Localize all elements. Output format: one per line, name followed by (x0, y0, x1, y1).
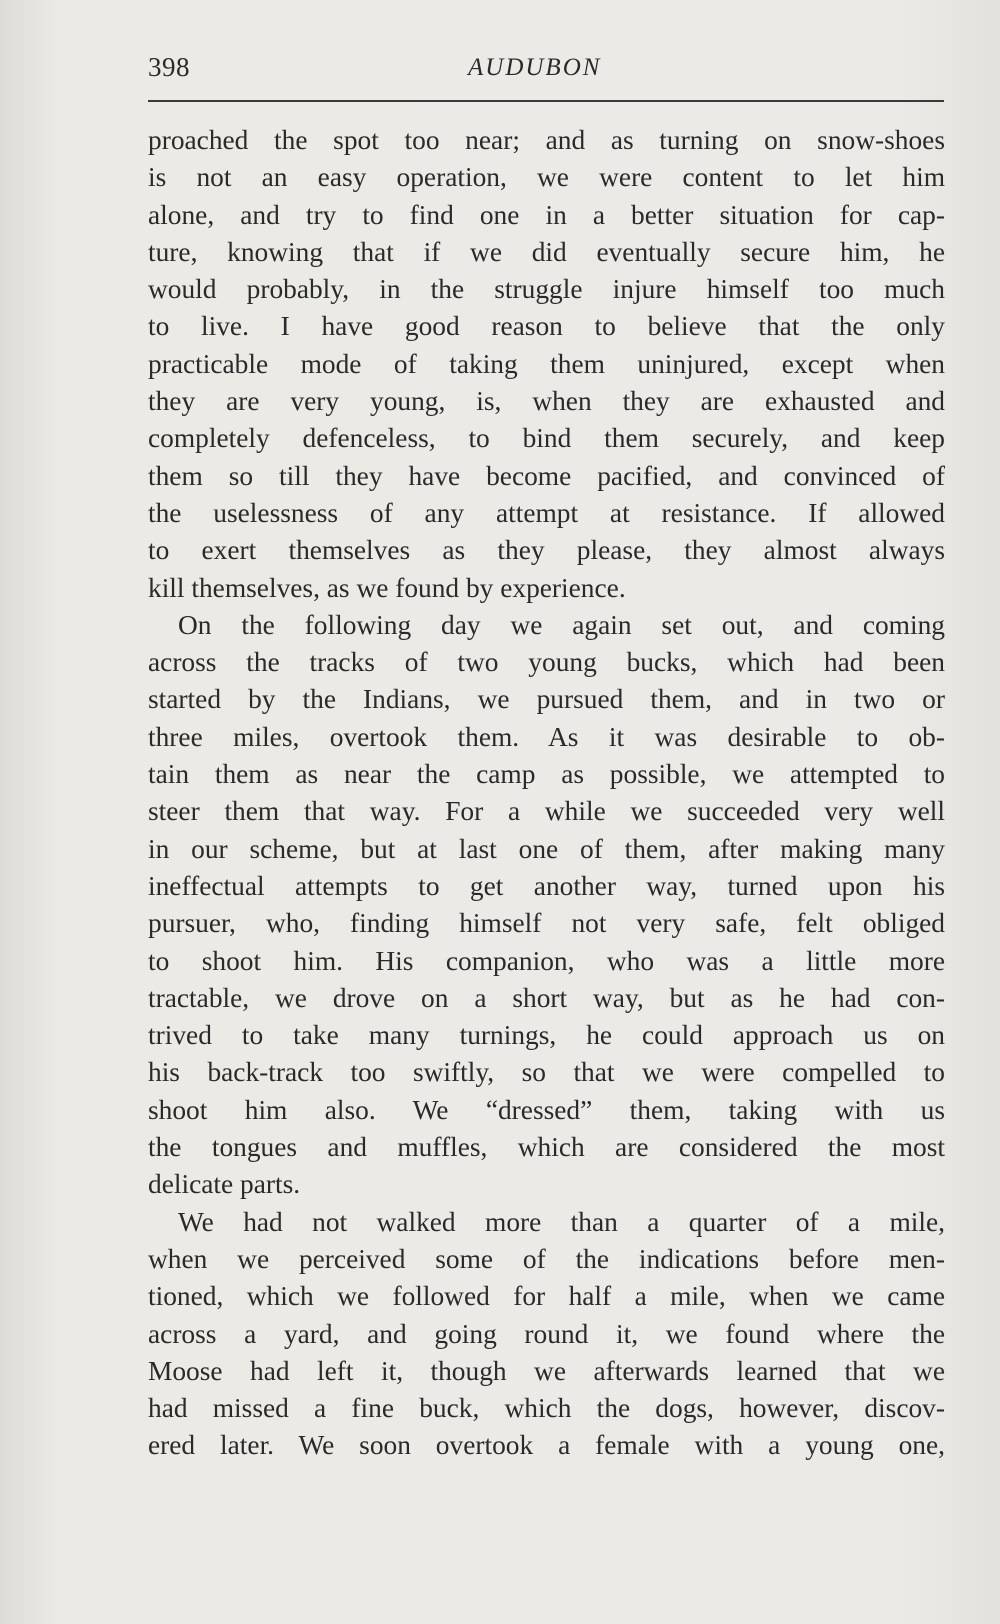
text-line: tractable, we drove on a short way, but as he had con- (148, 982, 945, 1013)
text-line: pursuer, who, finding himself not very safe, felt obliged (148, 908, 945, 939)
text-line: when we perceived some of the indications before men- (148, 1243, 945, 1274)
text-line: would probably, in the struggle injure himself too much (148, 274, 945, 305)
running-head: AUDUBON (468, 54, 602, 81)
text-line: across a yard, and going round it, we found where the (148, 1318, 945, 1349)
text-line: three miles, overtook them. As it was desirable to ob- (148, 721, 945, 752)
text-line: in our scheme, but at last one of them, after making many (148, 833, 945, 864)
text-line: proached the spot too near; and as turning on snow-shoes (148, 125, 945, 155)
text-line: to shoot him. His companion, who was a little more (148, 945, 945, 976)
text-line: alone, and try to find one in a better situation for cap- (148, 199, 945, 230)
page-number: 398 (148, 52, 190, 82)
text-line: ineffectual attempts to get another way, turned upon his (148, 870, 945, 901)
text-line: his back-track too swiftly, so that we were compelled to (148, 1057, 945, 1088)
text-line: kill themselves, as we found by experience. (148, 572, 626, 603)
text-line: they are very young, is, when they are exhausted and (148, 386, 945, 417)
text-line: ture, knowing that if we did eventually secure him, he (148, 236, 945, 267)
text-line: tain them as near the camp as possible, we attempted to (148, 759, 945, 790)
text-line: steer them that way. For a while we succeeded very well (148, 796, 945, 827)
text-line: the tongues and muffles, which are considered the most (148, 1132, 945, 1163)
text-line: had missed a fine buck, which the dogs, however, discov- (148, 1393, 945, 1424)
text-line: started by the Indians, we pursued them, and in two or (148, 684, 945, 715)
text-line: completely defenceless, to bind them securely, and keep (148, 423, 945, 454)
body-text (148, 122, 945, 1465)
text-line: On the following day we again set out, and coming (178, 609, 945, 640)
text-line: delicate parts. (148, 1169, 301, 1200)
text-line: Moose had left it, though we afterwards learned that we (148, 1355, 945, 1386)
page-header (148, 52, 944, 92)
text-line: practicable mode of taking them uninjured, except when (148, 348, 945, 379)
text-line: trived to take many turnings, he could approach us on (148, 1020, 945, 1051)
header-rule (148, 100, 944, 102)
text-line: tioned, which we followed for half a mile, when we came (148, 1281, 945, 1312)
text-line: across the tracks of two young bucks, which had been (148, 647, 945, 678)
text-line: ered later. We soon overtook a female with a young one, (148, 1430, 945, 1461)
text-line: We had not walked more than a quarter of a mile, (178, 1206, 945, 1237)
text-line: the uselessness of any attempt at resistance. If allowed (148, 497, 945, 528)
text-line: shoot him also. We “dressed” them, taking with us (148, 1094, 945, 1125)
text-line: to live. I have good reason to believe that the only (148, 311, 945, 342)
text-line: them so till they have become pacified, and convinced of (148, 460, 945, 491)
text-line: is not an easy operation, we were content to let him (148, 162, 945, 193)
text-line: to exert themselves as they please, they almost always (148, 535, 945, 566)
